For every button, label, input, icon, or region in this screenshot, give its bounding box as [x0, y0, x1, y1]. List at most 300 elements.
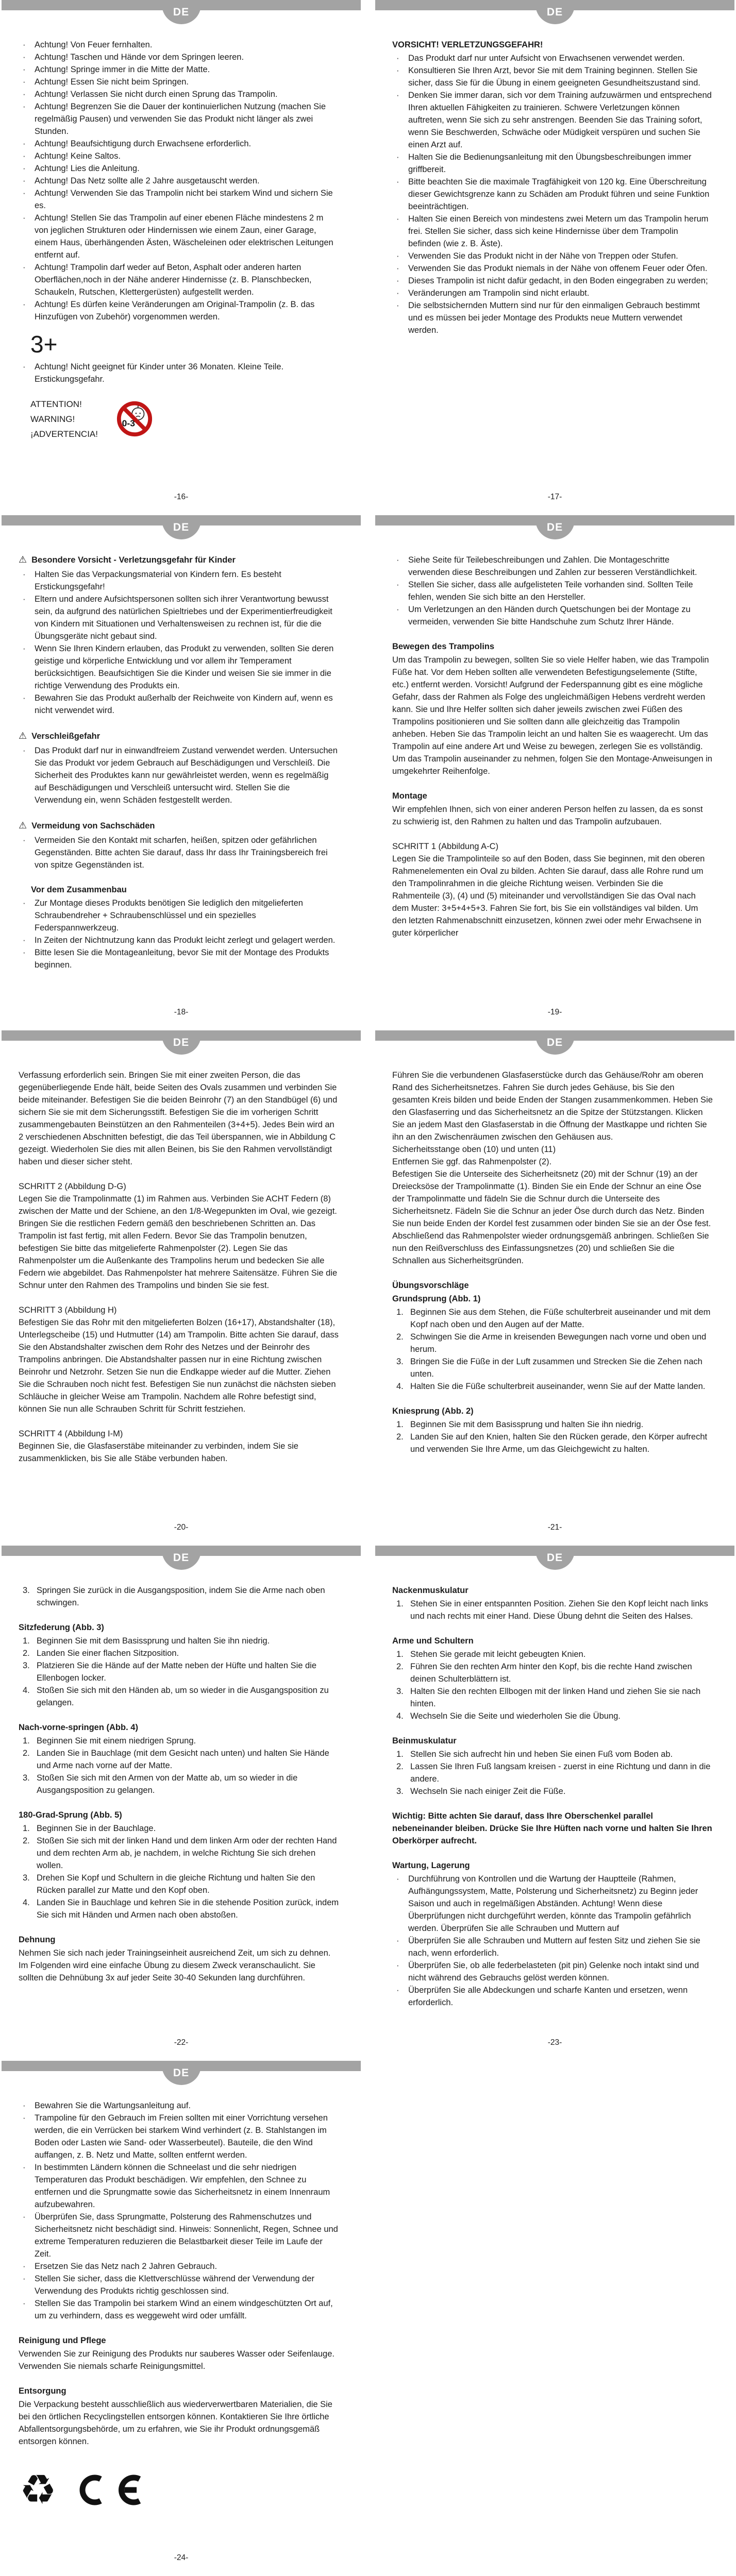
page-content — [2, 515, 361, 971]
numbered-item — [396, 1785, 713, 1798]
bullet-dot-icon: · — [23, 2163, 26, 2172]
warning-triangle-icon: ⚠ — [19, 820, 27, 831]
numbered-list — [392, 1648, 713, 1722]
bullet-item — [396, 213, 713, 250]
numbered-list — [19, 1584, 339, 1609]
bullet-dot-icon: · — [396, 1961, 399, 1970]
bullet-list — [19, 897, 339, 971]
item-number: 4. — [396, 1382, 404, 1391]
section-heading: Kniesprung (Abb. 2) — [392, 1406, 474, 1416]
bullet-item — [23, 2161, 339, 2211]
numbered-item — [396, 1648, 713, 1660]
bullet-list — [19, 568, 339, 717]
bullet-dot-icon: · — [396, 54, 399, 63]
manual-page-19- — [375, 515, 734, 1030]
bullet-text: Stellen Sie sicher, dass alle aufgelisteten Teile vorhanden sind. Sollten Teile fehlen, wenden Sie sich bitte an den Hersteller. — [408, 580, 693, 602]
de-badge-label: DE — [173, 521, 190, 533]
bullet-dot-icon: · — [396, 555, 399, 565]
item-number: 4. — [23, 1686, 30, 1695]
item-number: 1. — [23, 1636, 30, 1646]
bullet-dot-icon: · — [396, 289, 399, 298]
bullet-text: Achtung! Keine Saltos. — [35, 151, 121, 161]
numbered-list — [392, 1598, 713, 1622]
bullet-text: Halten Sie einen Bereich von mindestens zwei Metern um das Trampolin herum frei. Stellen Sie sicher, dass sich keine Hindernisse über dem Trampolin befinden (wie z. B. Äste). — [408, 214, 709, 248]
bullet-item — [23, 298, 339, 323]
bullet-item — [23, 2099, 339, 2112]
bullet-dot-icon: · — [23, 595, 26, 604]
manual-page-22- — [2, 1546, 361, 2061]
bullet-text: Dieses Trampolin ist nicht dafür gedacht, in den Boden eingegraben zu werden; — [408, 276, 708, 285]
bullet-dot-icon: · — [23, 102, 26, 111]
bullet-dot-icon: · — [23, 2299, 26, 2308]
paragraph: Beginnen Sie, die Glasfaserstäbe miteinander zu verbinden, indem Sie sie zusammenklicken, bis Sie alle Stäbe verbunden haben. — [19, 1442, 298, 1463]
bullet-dot-icon: · — [23, 2113, 26, 2123]
section-heading: Reinigung und Pflege — [19, 2336, 106, 2345]
bullet-list — [392, 1873, 713, 2009]
bullet-dot-icon: · — [23, 300, 26, 309]
de-badge-label: DE — [173, 1036, 190, 1048]
bullet-item — [23, 100, 339, 138]
item-number: 2. — [23, 1749, 30, 1758]
bullet-dot-icon: · — [23, 693, 26, 703]
age-rating: 3+ — [30, 331, 58, 358]
manual-page-21- — [375, 1030, 734, 1546]
step-heading: SCHRITT 2 (Abbildung D-G) — [19, 1182, 126, 1191]
bullet-text: Verwenden Sie das Produkt nicht in der Nähe von Treppen oder Stufen. — [408, 251, 678, 261]
bullet-dot-icon: · — [23, 644, 26, 653]
bullet-text: Die selbstsichernden Muttern sind nur für den einmaligen Gebrauch bestimmt und es müssen bei jeder Montage des Produkts neue Muttern verwendet werden. — [408, 301, 700, 335]
bullet-text: Vermeiden Sie den Kontakt mit scharfen, heißen, spitzen oder gefährlichen Gegenständen. Bitte achten Sie darauf, dass Ihr dass Ihr Trainingsbereich frei von spitze Gegenständen ist. — [35, 836, 328, 870]
numbered-text: Stehen Sie gerade mit leicht gebeugten Knien. — [410, 1650, 586, 1659]
manual-page-17- — [375, 0, 734, 515]
numbered-item — [23, 1872, 339, 1896]
numbered-text: Landen Sie in Bauchlage und kehren Sie in die stehende Position zurück, indem Sie sich mit Händen und Armen nach oben abstoßen. — [37, 1898, 339, 1920]
item-number: 1. — [396, 1599, 404, 1608]
empty-slot — [375, 2061, 734, 2576]
bullet-item — [396, 151, 713, 176]
bullet-dot-icon: · — [396, 91, 399, 100]
bullet-item — [23, 2260, 339, 2273]
numbered-item — [23, 1772, 339, 1797]
item-number: 1. — [396, 1308, 404, 1317]
bullet-item — [23, 568, 339, 593]
warning-heading-text: Besondere Vorsicht - Verletzungsgefahr für Kinder — [31, 555, 236, 565]
page-number: -19- — [547, 1008, 562, 1016]
item-number: 3. — [396, 1787, 404, 1796]
numbered-text: Landen Sie einer flachen Sitzposition. — [37, 1649, 179, 1658]
bullet-list — [392, 554, 713, 628]
bullet-text: Verwenden Sie das Produkt niemals in der Nähe von offenem Feuer oder Öfen. — [408, 264, 708, 273]
bullet-dot-icon: · — [23, 2274, 26, 2283]
bullet-item — [396, 176, 713, 213]
bullet-item — [396, 1959, 713, 1984]
bullet-dot-icon: · — [23, 77, 26, 87]
bullet-list — [392, 52, 713, 336]
item-number: 3. — [23, 1873, 30, 1883]
paragraph: Um das Trampolin zu bewegen, sollten Sie so viele Helfer haben, wie das Trampolin Füße hat. Vor dem Heben sollten alle verwendeten Befestigungselemente (Stifte, etc.) entfernt werden. Vorsicht! Aufgrund der Federspannung gibt es eine mögliche Gefahr, dass der Rahmen als Folge des ungleichmäßigen Hebens verdreht werden kann. Sie und Ihre Helfer sollten sich daher jeweils zwischen zwei Füßen des Trampolins positionieren und Sie sollten dann alle gleichzeitig das Trampolin anheben. Heben Sie das Trampolin leicht an und halten Sie es waagerecht. Um das Trampolin auf eine andere Art und Weise zu bewegen, zerlegen Sie es vollständig. Um das Trampolin auseinander zu nehmen, folgen Sie den Montage-Anweisungen in umgekehrter Reihenfolge. — [392, 655, 712, 776]
bullet-dot-icon: · — [23, 189, 26, 198]
bullet-dot-icon: · — [23, 176, 26, 185]
item-number: 3. — [23, 1773, 30, 1783]
attention-block — [30, 397, 339, 442]
page-number: -24- — [174, 2553, 189, 2562]
bullet-text: Achtung! Taschen und Hände vor dem Springen leeren. — [35, 53, 244, 62]
bullet-dot-icon: · — [396, 580, 399, 589]
warning-triangle-icon: ⚠ — [19, 731, 27, 741]
paragraph: Entfernen Sie ggf. das Rahmenpolster (2). — [392, 1157, 552, 1166]
bullet-dot-icon: · — [23, 899, 26, 908]
numbered-item — [23, 1635, 339, 1647]
section-heading: Übungsvorschläge — [392, 1281, 469, 1290]
bullet-dot-icon: · — [396, 251, 399, 261]
de-badge-label: DE — [546, 521, 563, 533]
item-number: 1. — [23, 1824, 30, 1833]
de-badge-label: DE — [546, 1036, 563, 1048]
page-number: -18- — [174, 1008, 189, 1016]
numbered-text: Beginnen Sie mit dem Basissprung und halten Sie ihn niedrig. — [410, 1420, 644, 1429]
bullet-dot-icon: · — [23, 65, 26, 74]
attention-line: ATTENTION! — [30, 399, 82, 409]
bullet-text: Achtung! Verwenden Sie das Trampolin nicht bei starkem Wind und sichern Sie es. — [35, 189, 333, 210]
paragraph: Nehmen Sie sich nach jeder Trainingseinheit ausreichend Zeit, um sich zu dehnen. Im Folgenden wird eine einfache Übung zu diesem Zweck veranschaulicht. Sie sollten die Dehnübung 3x auf jeder Seite 30-40 Sekunden lang durchführen. — [19, 1948, 331, 1982]
bullet-item — [23, 150, 339, 162]
page-number: -21- — [547, 1523, 562, 1532]
numbered-item — [396, 1418, 713, 1431]
item-number: 4. — [396, 1711, 404, 1721]
numbered-item — [23, 1735, 339, 1747]
page-number: -20- — [174, 1523, 189, 1532]
bullet-text: Achtung! Essen Sie nicht beim Springen. — [35, 77, 189, 87]
bullet-dot-icon: · — [23, 936, 26, 945]
step-heading: SCHRITT 4 (Abbildung I-M) — [19, 1429, 123, 1438]
bullet-text: Achtung! Stellen Sie das Trampolin auf einer ebenen Fläche mindestens 2 m von jeglichen Strukturen oder Hindernissen wie einem Zaun, einer Garage, einem Haus, überhängenden Ästen, Wäscheleinen oder elektrischen Leitungen entfernt auf. — [35, 213, 333, 260]
paragraph: Sicherheitsstange oben (10) und unten (11) — [392, 1145, 556, 1154]
bullet-dot-icon: · — [396, 301, 399, 310]
bullet-item — [23, 76, 339, 88]
bullet-item — [396, 52, 713, 64]
bullet-item — [23, 88, 339, 100]
numbered-item — [396, 1660, 713, 1685]
attention-line: ¡ADVERTENCIA! — [30, 429, 98, 439]
bullet-dot-icon: · — [23, 2101, 26, 2110]
numbered-list — [392, 1306, 713, 1393]
section-heading: 180-Grad-Sprung (Abb. 5) — [19, 1810, 122, 1820]
numbered-item — [396, 1380, 713, 1393]
bullet-text: In Zeiten der Nichtnutzung kann das Produkt leicht zerlegt und gelagert werden. — [35, 936, 336, 945]
page-content — [375, 1546, 734, 2009]
item-number: 4. — [23, 1898, 30, 1907]
bullet-dot-icon: · — [396, 152, 399, 162]
numbered-item — [396, 1710, 713, 1722]
bullet-item — [23, 2297, 339, 2322]
bullet-item — [396, 89, 713, 151]
page-number: -22- — [174, 2038, 189, 2047]
numbered-item — [396, 1598, 713, 1622]
numbered-text: Führen Sie den rechten Arm hinter den Kopf, bis die rechte Hand zwischen deinen Schulterblättern ist. — [410, 1662, 692, 1684]
section-heading: Montage — [392, 791, 427, 801]
bullet-list — [19, 744, 339, 806]
numbered-item — [23, 1747, 339, 1772]
bullet-dot-icon: · — [23, 362, 26, 371]
numbered-item — [23, 1822, 339, 1835]
section-heading: Vor dem Zusammenbau — [31, 885, 127, 894]
bullet-text: Konsultieren Sie Ihren Arzt, bevor Sie mit dem Training beginnen. Stellen Sie sicher, dass Sie für die Übung in einem geeigneten Gesundheitszustand sind. — [408, 66, 700, 88]
bullet-item — [396, 554, 713, 579]
ce-mark — [71, 2475, 143, 2505]
bullet-text: Bewahren Sie das Produkt außerhalb der Reichweite von Kindern auf, wenn es nicht verwendet wird. — [35, 693, 333, 715]
bullet-item — [23, 2112, 339, 2161]
numbered-list — [19, 1822, 339, 1921]
de-badge-label: DE — [546, 6, 563, 18]
bullet-text: Achtung! Lies die Anleitung. — [35, 164, 140, 173]
no-under-3-icon — [115, 400, 154, 438]
section-heading: Beinmuskulatur — [392, 1736, 457, 1745]
bullet-item — [23, 138, 339, 150]
paragraph: Befestigen Sie die Unterseite des Sicherheitsnetz (20) mit der Schnur (19) an der Dreiecksöse der Trampolinmatte (1). Binden Sie ein Ende der Schnur an eine Öse der Trampolinmatte und fädeln Sie die Schnur durch die Unterseite des Sicherheitsnetz. Fädeln Sie die Schnur an jeder Öse durch durch das Netz. Binden Sie nun beide Enden der Kordel fest zusammen oder binden Sie sie an der Öse fest. Abschließend das Rahmenpolster wieder ordnungsgemäß anbringen. Schließen Sie nun den Reißverschluss des Einfassungsnetzes (20) und schließen Sie die Schnallen aus Sicherheitsgründen. — [392, 1170, 711, 1265]
numbered-list — [392, 1418, 713, 1455]
bullet-text: Denken Sie immer daran, sich vor dem Training aufzuwärmen und entsprechend Ihren aktuellen Fähigkeiten zu trainieren. Schwere Verletzungen können auftreten, wenn Sie sich zu sehr anstrengen. Beenden Sie das Training sofort, wenn Sie Beschwerden, Schwäche oder Müdigkeit verspüren und suchen Sie einen Arzt auf. — [408, 91, 712, 149]
item-number: 2. — [396, 1332, 404, 1342]
bullet-text: Stellen Sie das Trampolin bei starkem Wind an einem windgeschützten Ort auf, um zu verhindern, dass es weggeweht wird oder umfällt. — [35, 2299, 333, 2320]
manual-page-16- — [2, 0, 361, 515]
bullet-text: Achtung! Nicht geeignet für Kinder unter 36 Monaten. Kleine Teile. Erstickungsgefahr. — [35, 362, 284, 384]
section-heading: Sitzfederung (Abb. 3) — [19, 1623, 104, 1632]
bullet-dot-icon: · — [23, 746, 26, 755]
bullet-item — [23, 2273, 339, 2297]
bullet-text: Halten Sie das Verpackungsmaterial von Kindern fern. Es besteht Erstickungsgefahr! — [35, 570, 281, 591]
warning-heading — [19, 730, 339, 742]
bullet-dot-icon: · — [23, 836, 26, 845]
page-content — [2, 2061, 361, 2514]
manual-page-20- — [2, 1030, 361, 1546]
item-number: 1. — [396, 1650, 404, 1659]
bullet-item — [23, 744, 339, 806]
attention-line: WARNING! — [30, 414, 75, 424]
paragraph: Legen Sie die Trampolinteile so auf den Boden, dass Sie beginnen, mit den oberen Rahmenelementen ein Oval zu bilden. Achten Sie darauf, dass alle Rohre rund um den Trampolinrahmen in die gleiche Richtung weisen. Verbinden Sie die Rahmenteile (3), (4) und (5) miteinander und vervollständigen Sie das Oval nach dem Muster: 3+5+4+5+3. Fahren Sie fort, bis Sie ein vollständiges val bilden. Um den letzten Rahmenabschnitt einzusetzen, können zwei oder mehr Erwachsene in guter körperlicher — [392, 854, 705, 938]
bullet-item — [396, 579, 713, 603]
bullet-item — [23, 63, 339, 76]
numbered-text: Stellen Sie sich aufrecht hin und heben Sie einen Fuß vom Boden ab. — [410, 1750, 673, 1759]
bullet-item — [23, 162, 339, 175]
bullet-dot-icon: · — [23, 151, 26, 161]
bullet-text: Stellen Sie sicher, dass die Klettverschlüsse während der Verwendung der Verwendung des Produkts richtig geschlossen sind. — [35, 2274, 314, 2296]
bullet-text: Veränderungen am Trampolin sind nicht erlaubt. — [408, 289, 590, 298]
warning-heading-text: Verschleißgefahr — [31, 732, 101, 741]
page-content — [2, 1030, 361, 1465]
bullet-dot-icon: · — [23, 40, 26, 49]
bullet-item — [23, 39, 339, 51]
bullet-dot-icon: · — [23, 263, 26, 272]
bullet-text: Achtung! Springe immer in die Mitte der Matte. — [35, 65, 210, 74]
compliance-marks — [20, 2466, 339, 2514]
section-heading: Arme und Schultern — [392, 1636, 474, 1646]
bullet-list — [19, 361, 339, 385]
de-badge-label: DE — [546, 1551, 563, 1564]
bullet-item — [396, 1984, 713, 2009]
de-badge-label: DE — [173, 6, 190, 18]
bullet-text: Achtung! Trampolin darf weder auf Beton, Asphalt oder anderen harten Oberflächen,noch in der Nähe anderer Hindernisse (z. B. Planschbecken, Schaukeln, Rutschen, Klettergerüsten) aufgestellt werden. — [35, 263, 312, 297]
bullet-dot-icon: · — [23, 570, 26, 579]
numbered-text: Platzieren Sie die Hände auf der Matte neben der Hüfte und halten Sie die Ellenbogen locker. — [37, 1661, 317, 1683]
numbered-item — [396, 1685, 713, 1710]
item-number: 3. — [396, 1687, 404, 1696]
bullet-dot-icon: · — [396, 177, 399, 187]
item-number: 2. — [396, 1662, 404, 1671]
warning-heading — [19, 820, 339, 832]
page-number: -17- — [547, 493, 562, 501]
bullet-item — [396, 1935, 713, 1959]
numbered-item — [396, 1748, 713, 1760]
bullet-item — [23, 642, 339, 692]
numbered-list — [392, 1748, 713, 1798]
bullet-item — [23, 261, 339, 298]
numbered-text: Stoßen Sie sich mit den Händen ab, um so wieder in die Ausgangsposition zu gelangen. — [37, 1686, 329, 1707]
numbered-item — [23, 1896, 339, 1921]
numbered-text: Wechseln Sie nach einiger Zeit die Füße. — [410, 1787, 566, 1796]
manual-page-23- — [375, 1546, 734, 2061]
manual-page-24- — [2, 2061, 361, 2576]
bullet-dot-icon: · — [396, 1874, 399, 1884]
numbered-item — [23, 1684, 339, 1709]
bullet-text: Eltern und andere Aufsichtspersonen sollten sich ihrer Verantwortung bewusst sein, da aufgrund des natürlichen Spieltriebes und der Experimentierfreudigkeit von Kindern mit Situationen und Verhaltensweisen zu rechnen ist, für die die Übungsgeräte nicht gebaut sind. — [35, 595, 332, 641]
numbered-text: Halten Sie den rechten Ellbogen mit der linken Hand und ziehen Sie sie nach hinten. — [410, 1687, 701, 1708]
numbered-text: Beginnen Sie in der Bauchlage. — [37, 1824, 156, 1833]
item-number: 1. — [396, 1420, 404, 1429]
numbered-text: Beginnen Sie mit dem Basissprung und halten Sie ihn niedrig. — [37, 1636, 270, 1646]
page-number: -23- — [547, 2038, 562, 2047]
bullet-text: Halten Sie die Bedienungsanleitung mit den Übungsbeschreibungen immer griffbereit. — [408, 152, 692, 174]
bullet-item — [396, 275, 713, 287]
bullet-text: Siehe Seite für Teilebeschreibungen und Zahlen. Die Montageschritte verwenden diese Beschreibungen und Zahlen zur besseren Verständlichkeit. — [408, 555, 697, 577]
section-heading: Nach-vorne-springen (Abb. 4) — [19, 1723, 138, 1732]
bullet-text: Überprüfen Sie, ob alle federbelasteten (pit pin) Gelenke noch intakt sind und nicht während des Gebrauchs gelöst werden können. — [408, 1961, 699, 1982]
no-under-3-prohibition-sign — [115, 400, 154, 438]
bullet-item — [23, 51, 339, 63]
bullet-text: Überprüfen Sie, dass Sprungmatte, Polsterung des Rahmenschutzes und Sicherheitsnetz nicht beschädigt sind. Hinweis: Sonnenlicht, Regen, Schnee und extreme Temperaturen reduzieren die Belastbarkeit dieser Teile im Laufe der Zeit. — [35, 2212, 338, 2259]
bullet-text: Überprüfen Sie alle Schrauben und Muttern auf festen Sitz und ziehen Sie sie nach, wenn erforderlich. — [408, 1936, 700, 1958]
section-heading: Grundsprung (Abb. 1) — [392, 1294, 481, 1303]
bullet-text: Wenn Sie Ihren Kindern erlauben, das Produkt zu verwenden, sollten Sie deren geistige und körperliche Entwicklung und vor allem ihr Temperament berücksichtigen. Beaufsichtigen Sie die Kinder und weisen Sie sie immer in die richtige Verwendung des Produkts ein. — [35, 644, 334, 690]
section-heading: Bewegen des Trampolins — [392, 642, 495, 651]
bullet-item — [396, 262, 713, 275]
bullet-list — [19, 2099, 339, 2322]
bullet-item — [23, 361, 339, 385]
bullet-text: Zur Montage dieses Produkts benötigen Sie lediglich den mitgelieferten Schraubendreher + Schraubenschlüssel und ein spezielles Federspannwerkzeug. — [35, 899, 303, 933]
section-heading: Entsorgung — [19, 2386, 66, 2396]
numbered-text: Landen Sie in Bauchlage (mit dem Gesicht nach unten) und halten Sie Hände und Arme nach vorne auf der Matte. — [37, 1749, 329, 1770]
bullet-dot-icon: · — [23, 213, 26, 223]
bullet-item — [23, 187, 339, 212]
section-heading: Dehnung — [19, 1935, 56, 1944]
page-content — [2, 0, 361, 442]
bullet-text: Um Verletzungen an den Händen durch Quetschungen bei der Montage zu vermeiden, verwenden Sie bitte Handschuhe zum Schutz Ihrer Hände. — [408, 605, 691, 626]
bullet-text: Durchführung von Kontrollen und die Wartung der Hauptteile (Rahmen, Aufhängungssystem, Matte, Polsterung und Sicherheitsnetz) zu Beginn jeder Saison und auch in regelmäßigen Abständen. Achtung! Wenn diese Überprüfungen nicht durchgeführt werden, könnte das Trampolin gefährlich werden. Überprüfen Sie alle Schrauben und Muttern auf — [408, 1874, 698, 1933]
numbered-text: Halten Sie die Füße schulterbreit auseinander, wenn Sie auf der Matte landen. — [410, 1382, 706, 1391]
numbered-item — [23, 1584, 339, 1609]
bullet-item — [23, 834, 339, 871]
item-number: 1. — [396, 1750, 404, 1759]
bullet-dot-icon: · — [23, 90, 26, 99]
bullet-dot-icon: · — [23, 948, 26, 957]
page-content — [2, 1546, 361, 1984]
bullet-text: Trampoline für den Gebrauch im Freien sollten mit einer Vorrichtung versehen werden, die ein Verrücken bei starkem Wind verhindert (z. B. Stahlstangen im Boden oder Lasten wie Sand- oder Wasserbeutel). Bauteile, die den Wind auffangen, z. B. Netz und Matte, sollten entfernt werden. — [35, 2113, 328, 2160]
bullet-dot-icon: · — [396, 605, 399, 614]
numbered-text: Wechseln Sie die Seite und wiederholen Sie die Übung. — [410, 1711, 621, 1721]
numbered-text: Lassen Sie Ihren Fuß langsam kreisen - zuerst in eine Richtung und dann in die andere. — [410, 1762, 711, 1784]
bullet-dot-icon: · — [396, 1986, 399, 1995]
bullet-item — [396, 287, 713, 299]
step-heading: SCHRITT 3 (Abbildung H) — [19, 1306, 117, 1315]
paragraph: Wichtig: Bitte achten Sie darauf, dass Ihre Oberschenkel parallel nebeneinander bleiben. Drücke Sie Ihre Hüften nach vorne und halten Sie Ihren Oberkörper aufrecht. — [392, 1811, 712, 1845]
numbered-item — [23, 1647, 339, 1659]
item-number: 2. — [23, 1649, 30, 1658]
bullet-dot-icon: · — [23, 164, 26, 173]
svg-text:0-3: 0-3 — [122, 418, 135, 429]
numbered-text: Stoßen Sie sich mit der linken Hand und dem linken Arm oder der rechten Hand und dem rechten Arm ab, je nachdem, in welche Richtung Sie sich drehen wollen. — [37, 1836, 337, 1870]
section-heading: Wartung, Lagerung — [392, 1861, 470, 1870]
step-heading: SCHRITT 1 (Abbildung A-C) — [392, 842, 499, 851]
bullet-text: Ersetzen Sie das Netz nach 2 Jahren Gebrauch. — [35, 2262, 218, 2271]
ce-mark-icon — [71, 2475, 143, 2505]
page-content — [375, 515, 734, 939]
numbered-item — [23, 1835, 339, 1872]
bullet-dot-icon: · — [396, 214, 399, 224]
bullet-item — [23, 212, 339, 261]
warning-heading-text: Vermeidung von Sachschäden — [31, 821, 155, 831]
page-content — [375, 0, 734, 336]
bullet-dot-icon: · — [23, 53, 26, 62]
item-number: 1. — [23, 1736, 30, 1745]
bullet-dot-icon: · — [396, 66, 399, 75]
numbered-text: Beginnen Sie aus dem Stehen, die Füße schulterbreit auseinander und mit dem Kopf nach oben und den Augen auf der Matte. — [410, 1308, 711, 1329]
bullet-item — [23, 946, 339, 971]
bullet-text: Das Produkt darf nur in einwandfreiem Zustand verwendet werden. Untersuchen Sie das Produkt vor jedem Gebrauch auf Beschädigungen und Verschleiß. Die Sicherheit des Produktes kann nur gewährleistet werden, wenn es regelmäßig auf Beschädigungen und Verschleiß untersucht wird. Stellen Sie die Verwendung ein, wenn Schäden festgestellt werden. — [35, 746, 338, 805]
bullet-item — [396, 603, 713, 628]
numbered-text: Stehen Sie in einer entspannten Position. Ziehen Sie den Kopf leicht nach links und nach rechts mit einer Hand. Diese Übung dehnt die Seiten des Halses. — [410, 1599, 708, 1621]
numbered-list — [19, 1635, 339, 1709]
paragraph: Die Verpackung besteht ausschließlich aus wiederverwertbaren Materialien, die Sie bei den örtlichen Recyclingstellen entsorgen können. Kontaktieren Sie Ihre örtliche Abfallentsorgungsbehörde, um zu erfahren, wie Sie ihr Produkt ordnungsgemäß entsorgen können. — [19, 2400, 332, 2446]
bullet-item — [396, 64, 713, 89]
item-number: 3. — [396, 1357, 404, 1366]
recycling-icon: ♻ — [20, 2466, 57, 2514]
manual-page-18- — [2, 515, 361, 1030]
bullet-text: Bewahren Sie die Wartungsanleitung auf. — [35, 2101, 191, 2110]
bullet-list — [19, 39, 339, 323]
bullet-item — [23, 897, 339, 934]
bullet-item — [396, 299, 713, 336]
de-badge-label: DE — [173, 2066, 190, 2079]
numbered-item — [396, 1431, 713, 1455]
numbered-text: Springen Sie zurück in die Ausgangsposition, indem Sie die Arme nach oben schwingen. — [37, 1586, 325, 1607]
item-number: 2. — [23, 1836, 30, 1845]
page-content — [375, 1030, 734, 1455]
bullet-text: Überprüfen Sie alle Abdeckungen und scharfe Kanten und ersetzen, wenn erforderlich. — [408, 1986, 688, 2007]
numbered-text: Drehen Sie Kopf und Schultern in die gleiche Richtung und halten Sie den Rücken parallel zur Matte und den Kopf oben. — [37, 1873, 315, 1895]
item-number: 3. — [23, 1586, 30, 1595]
bullet-item — [23, 175, 339, 187]
bullet-list — [19, 834, 339, 871]
bullet-text: Das Produkt darf nur unter Aufsicht von Erwachsenen verwendet werden. — [408, 54, 685, 63]
numbered-item — [396, 1760, 713, 1785]
item-number: 3. — [23, 1661, 30, 1670]
bullet-item — [23, 692, 339, 717]
bullet-item — [396, 1873, 713, 1935]
bullet-dot-icon: · — [396, 264, 399, 273]
numbered-item — [396, 1355, 713, 1380]
bullet-item — [23, 934, 339, 946]
numbered-item — [396, 1331, 713, 1355]
numbered-text: Schwingen Sie die Arme in kreisenden Bewegungen nach vorne und oben und herum. — [410, 1332, 707, 1354]
